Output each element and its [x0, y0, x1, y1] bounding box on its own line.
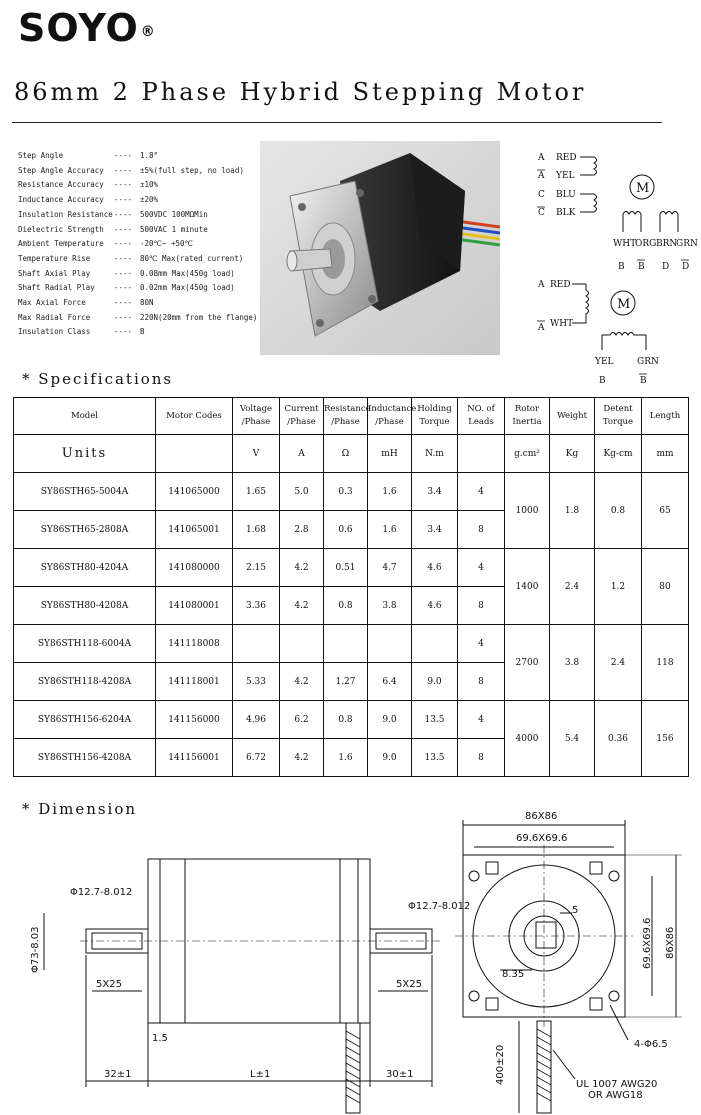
lead-label: B — [640, 376, 647, 386]
cell-torque: 13.5 — [412, 701, 458, 739]
cell-current: 4.2 — [280, 549, 324, 587]
spec-name: Max Axial Force — [18, 298, 86, 308]
lead-label: C — [538, 208, 545, 218]
spec-separator: ---- — [114, 312, 133, 322]
spec-name: Insulation Class — [18, 327, 91, 337]
cell-current: 4.2 — [280, 587, 324, 625]
cell-code: 141080000 — [156, 549, 233, 587]
cell-resistance: 0.51 — [324, 549, 368, 587]
spec-name: Ambient Temperature — [18, 239, 104, 249]
specifications-heading: * Specifications — [22, 370, 174, 388]
cell-code: 141156000 — [156, 701, 233, 739]
cell-leads: 4 — [458, 701, 505, 739]
lead-color: RED — [550, 280, 571, 290]
spec-value: ±10% — [140, 180, 159, 190]
spec-separator: ---- — [114, 224, 133, 234]
unit-cell: Ω — [324, 435, 368, 473]
spec-separator: ---- — [114, 283, 133, 293]
cell-resistance: 0.6 — [324, 511, 368, 549]
table-units-row — [14, 435, 689, 473]
cell-current: 4.2 — [280, 663, 324, 701]
spec-separator: ---- — [114, 298, 133, 308]
spec-value: ±20% — [140, 195, 159, 205]
spec-separator: ---- — [114, 327, 133, 337]
spec-value: -20℃~ +50℃ — [140, 239, 193, 249]
spec-row — [18, 223, 257, 238]
brand-logo — [18, 6, 156, 50]
cell-leads: 8 — [458, 511, 505, 549]
lead-label: D — [662, 262, 670, 272]
cell-length: 118 — [642, 625, 689, 701]
motor-photo — [260, 141, 500, 355]
cell-torque: 13.5 — [412, 739, 458, 777]
lead-color: YEL — [556, 171, 575, 181]
dimension-heading: * Dimension — [22, 800, 138, 818]
spec-separator: ---- — [114, 165, 133, 175]
cell-model: SY86STH65-2808A — [14, 511, 156, 549]
dim-key-front: 5X25 — [96, 979, 122, 990]
dim-flange-thickness: 1.5 — [152, 1033, 168, 1044]
cell-resistance: 0.8 — [324, 587, 368, 625]
cell-code: 141156001 — [156, 739, 233, 777]
spec-separator: ---- — [114, 209, 133, 219]
cell-leads: 8 — [458, 739, 505, 777]
unit-cell — [156, 435, 233, 473]
cell-weight: 1.8 — [550, 473, 595, 549]
lead-color: BLK — [556, 208, 576, 218]
lead-color: BRN — [656, 239, 678, 249]
cell-code: 141118008 — [156, 625, 233, 663]
spec-value: 0.02mm Max(450g load) — [140, 283, 235, 293]
spec-row — [18, 178, 257, 193]
cell-leads: 4 — [458, 473, 505, 511]
spec-name: Temperature Rise — [18, 253, 91, 263]
table-row — [14, 701, 689, 739]
lead-color: YEL — [595, 357, 614, 367]
lead-color: WHT — [613, 239, 637, 249]
cell-length: 65 — [642, 473, 689, 549]
wiring-4-lead — [537, 280, 659, 386]
spec-separator: ---- — [114, 268, 133, 278]
cell-inertia: 1400 — [505, 549, 550, 625]
cell-voltage: 6.72 — [233, 739, 280, 777]
cell-model: SY86STH156-4208A — [14, 739, 156, 777]
dim-hole-pitch-vertical: 69.6X69.6 — [642, 917, 653, 969]
cell-weight: 5.4 — [550, 701, 595, 777]
cell-inductance — [368, 625, 412, 663]
column-header: NO. of Leads — [458, 398, 505, 435]
dim-rear-length: 30±1 — [386, 1069, 414, 1080]
cell-voltage: 2.15 — [233, 549, 280, 587]
spec-name: Inductance Accuracy — [18, 195, 104, 205]
cell-inertia: 4000 — [505, 701, 550, 777]
cell-inertia: 2700 — [505, 625, 550, 701]
dim-key-rear: 5X25 — [396, 979, 422, 990]
column-header: Weight — [550, 398, 595, 435]
lead-label: A — [538, 323, 545, 333]
unit-cell — [458, 435, 505, 473]
spec-name: Dielectric Strength — [18, 224, 104, 234]
column-header: Length — [642, 398, 689, 435]
spec-name: Step Angle — [18, 151, 64, 160]
cell-inductance: 1.6 — [368, 511, 412, 549]
wiring-diagram — [520, 140, 700, 390]
spec-value: 80N — [140, 298, 154, 308]
lead-label: B — [618, 262, 625, 272]
unit-cell: g.cm² — [505, 435, 550, 473]
cell-current — [280, 625, 324, 663]
cell-resistance: 0.3 — [324, 473, 368, 511]
spec-row — [18, 208, 257, 223]
spec-value: 220N(20mm from the flange) — [140, 312, 258, 322]
spec-separator: ---- — [114, 239, 133, 249]
spec-row — [18, 311, 257, 326]
cell-torque: 4.6 — [412, 587, 458, 625]
spec-value: ±5%(full step, no load) — [140, 165, 244, 175]
cell-torque: 3.4 — [412, 511, 458, 549]
cell-torque: 4.6 — [412, 549, 458, 587]
cell-inductance: 9.0 — [368, 701, 412, 739]
cell-resistance: 1.27 — [324, 663, 368, 701]
spec-value: 0.08mm Max(450g load) — [140, 268, 235, 278]
cell-voltage — [233, 625, 280, 663]
cell-model: SY86STH156-6204A — [14, 701, 156, 739]
lead-color: WHT — [550, 319, 574, 329]
lead-color: GRN — [676, 239, 698, 249]
cell-resistance — [324, 625, 368, 663]
column-header: Rotor Inertia — [505, 398, 550, 435]
cell-voltage: 3.36 — [233, 587, 280, 625]
column-header: Holding Torque — [412, 398, 458, 435]
cell-inductance: 1.6 — [368, 473, 412, 511]
lead-label: B — [638, 262, 645, 272]
lead-label: C — [538, 190, 545, 200]
cell-model: SY86STH65-5004A — [14, 473, 156, 511]
spec-separator: ---- — [114, 195, 133, 205]
dim-shaft-dia-rear: Φ12.7-8.012 — [408, 901, 471, 912]
lead-label: A — [538, 153, 545, 163]
wire-spec-line2: OR AWG18 — [588, 1090, 643, 1101]
dim-key-width: 5 — [572, 905, 579, 916]
cell-current: 5.0 — [280, 473, 324, 511]
title-divider — [12, 122, 662, 123]
lead-label: B — [599, 376, 606, 386]
wire-spec-line1: UL 1007 AWG20 — [576, 1079, 658, 1090]
spec-separator: ---- — [114, 151, 133, 160]
spec-value: B — [140, 327, 145, 337]
cell-inductance: 9.0 — [368, 739, 412, 777]
spec-value: 500VDC 100MΩMin — [140, 209, 208, 219]
cell-leads: 4 — [458, 625, 505, 663]
lead-label: D — [682, 262, 690, 272]
wiring-8-lead — [537, 153, 698, 272]
cell-torque — [412, 625, 458, 663]
column-header: Detent Torque — [595, 398, 642, 435]
cell-length: 80 — [642, 549, 689, 625]
motor-photo-illustration — [260, 141, 500, 355]
cell-length: 156 — [642, 701, 689, 777]
spec-row — [18, 164, 257, 179]
cell-torque: 9.0 — [412, 663, 458, 701]
spec-name: Max Radial Force — [18, 312, 91, 322]
column-header: Resistance /Phase — [324, 398, 368, 435]
cell-leads: 8 — [458, 587, 505, 625]
cell-resistance: 0.8 — [324, 701, 368, 739]
cell-model: SY86STH118-6004A — [14, 625, 156, 663]
cell-current: 6.2 — [280, 701, 324, 739]
spec-name: Step Angle Accuracy — [18, 165, 104, 175]
lead-color: BLU — [556, 190, 576, 200]
dim-outer-size-vertical: 86X86 — [665, 926, 676, 959]
spec-name: Insulation Resistance — [18, 209, 113, 219]
cell-model: SY86STH80-4208A — [14, 587, 156, 625]
column-header: Inductance /Phase — [368, 398, 412, 435]
dim-shaft-dia-front: Φ12.7-8.012 — [70, 887, 133, 898]
spec-row — [18, 325, 257, 340]
cell-detent: 0.36 — [595, 701, 642, 777]
column-header: Current /Phase — [280, 398, 324, 435]
cell-code: 141118001 — [156, 663, 233, 701]
spec-name: Shaft Radial Play — [18, 283, 95, 293]
table-row — [14, 473, 689, 511]
dim-front-length: 32±1 — [104, 1069, 132, 1080]
cell-voltage: 1.65 — [233, 473, 280, 511]
cell-resistance: 1.6 — [324, 739, 368, 777]
dim-boss-dia: Φ73-8.03 — [30, 926, 41, 973]
dim-flat: 8.35 — [502, 969, 525, 980]
table-header-row — [14, 398, 689, 435]
cell-code: 141080001 — [156, 587, 233, 625]
spec-row — [18, 296, 257, 311]
lead-label: A — [538, 280, 545, 290]
cell-code: 141065001 — [156, 511, 233, 549]
table-row — [14, 625, 689, 663]
page-title: 86mm 2 Phase Hybrid Stepping Motor — [14, 78, 587, 106]
spec-table — [13, 397, 689, 777]
table-row — [14, 549, 689, 587]
unit-cell: mH — [368, 435, 412, 473]
cell-weight: 2.4 — [550, 549, 595, 625]
unit-cell: A — [280, 435, 324, 473]
unit-cell: Kg — [550, 435, 595, 473]
cell-voltage: 1.68 — [233, 511, 280, 549]
registered-mark: ® — [140, 24, 156, 40]
cell-current: 4.2 — [280, 739, 324, 777]
cell-inertia: 1000 — [505, 473, 550, 549]
lead-color: ORG — [635, 239, 657, 249]
spec-value: 80℃ Max(rated current) — [140, 253, 244, 263]
dim-outer-size: 86X86 — [525, 811, 558, 822]
unit-cell: N.m — [412, 435, 458, 473]
spec-row — [18, 149, 257, 164]
dim-lead-length: 400±20 — [495, 1044, 506, 1085]
spec-row — [18, 252, 257, 267]
motor-symbol: M — [636, 181, 650, 196]
spec-separator: ---- — [114, 253, 133, 263]
unit-cell: mm — [642, 435, 689, 473]
cell-detent: 1.2 — [595, 549, 642, 625]
dim-mount-holes: 4-Φ6.5 — [634, 1039, 668, 1050]
logo-text: SOYO — [18, 6, 139, 50]
cell-inductance: 3.8 — [368, 587, 412, 625]
cell-torque: 3.4 — [412, 473, 458, 511]
cell-detent: 2.4 — [595, 625, 642, 701]
lead-color: GRN — [637, 357, 659, 367]
lead-label: A — [538, 171, 545, 181]
spec-separator: ---- — [114, 180, 133, 190]
column-header: Voltage /Phase — [233, 398, 280, 435]
cell-weight: 3.8 — [550, 625, 595, 701]
spec-value: 500VAC 1 minute — [140, 224, 208, 234]
cell-model: SY86STH118-4208A — [14, 663, 156, 701]
spec-row — [18, 193, 257, 208]
cell-leads: 4 — [458, 549, 505, 587]
cell-voltage: 5.33 — [233, 663, 280, 701]
column-header: Motor Codes — [156, 398, 233, 435]
column-header: Model — [14, 398, 156, 435]
lead-color: RED — [556, 153, 577, 163]
dimension-drawing — [0, 795, 701, 1115]
spec-row — [18, 237, 257, 252]
spec-value: 1.8° — [140, 151, 159, 160]
cell-leads: 8 — [458, 663, 505, 701]
cell-detent: 0.8 — [595, 473, 642, 549]
cell-inductance: 4.7 — [368, 549, 412, 587]
cell-current: 2.8 — [280, 511, 324, 549]
spec-name: Resistance Accuracy — [18, 180, 104, 190]
motor-symbol: M — [617, 297, 631, 312]
spec-name: Shaft Axial Play — [18, 268, 91, 278]
spec-list — [18, 149, 257, 340]
spec-row — [18, 281, 257, 296]
unit-cell: Kg-cm — [595, 435, 642, 473]
spec-row — [18, 267, 257, 282]
cell-model: SY86STH80-4204A — [14, 549, 156, 587]
unit-cell: Units — [14, 435, 156, 473]
cell-voltage: 4.96 — [233, 701, 280, 739]
dim-hole-pitch: 69.6X69.6 — [516, 833, 568, 844]
unit-cell: V — [233, 435, 280, 473]
cell-code: 141065000 — [156, 473, 233, 511]
dim-body-length: L±1 — [250, 1069, 271, 1080]
cell-inductance: 6.4 — [368, 663, 412, 701]
